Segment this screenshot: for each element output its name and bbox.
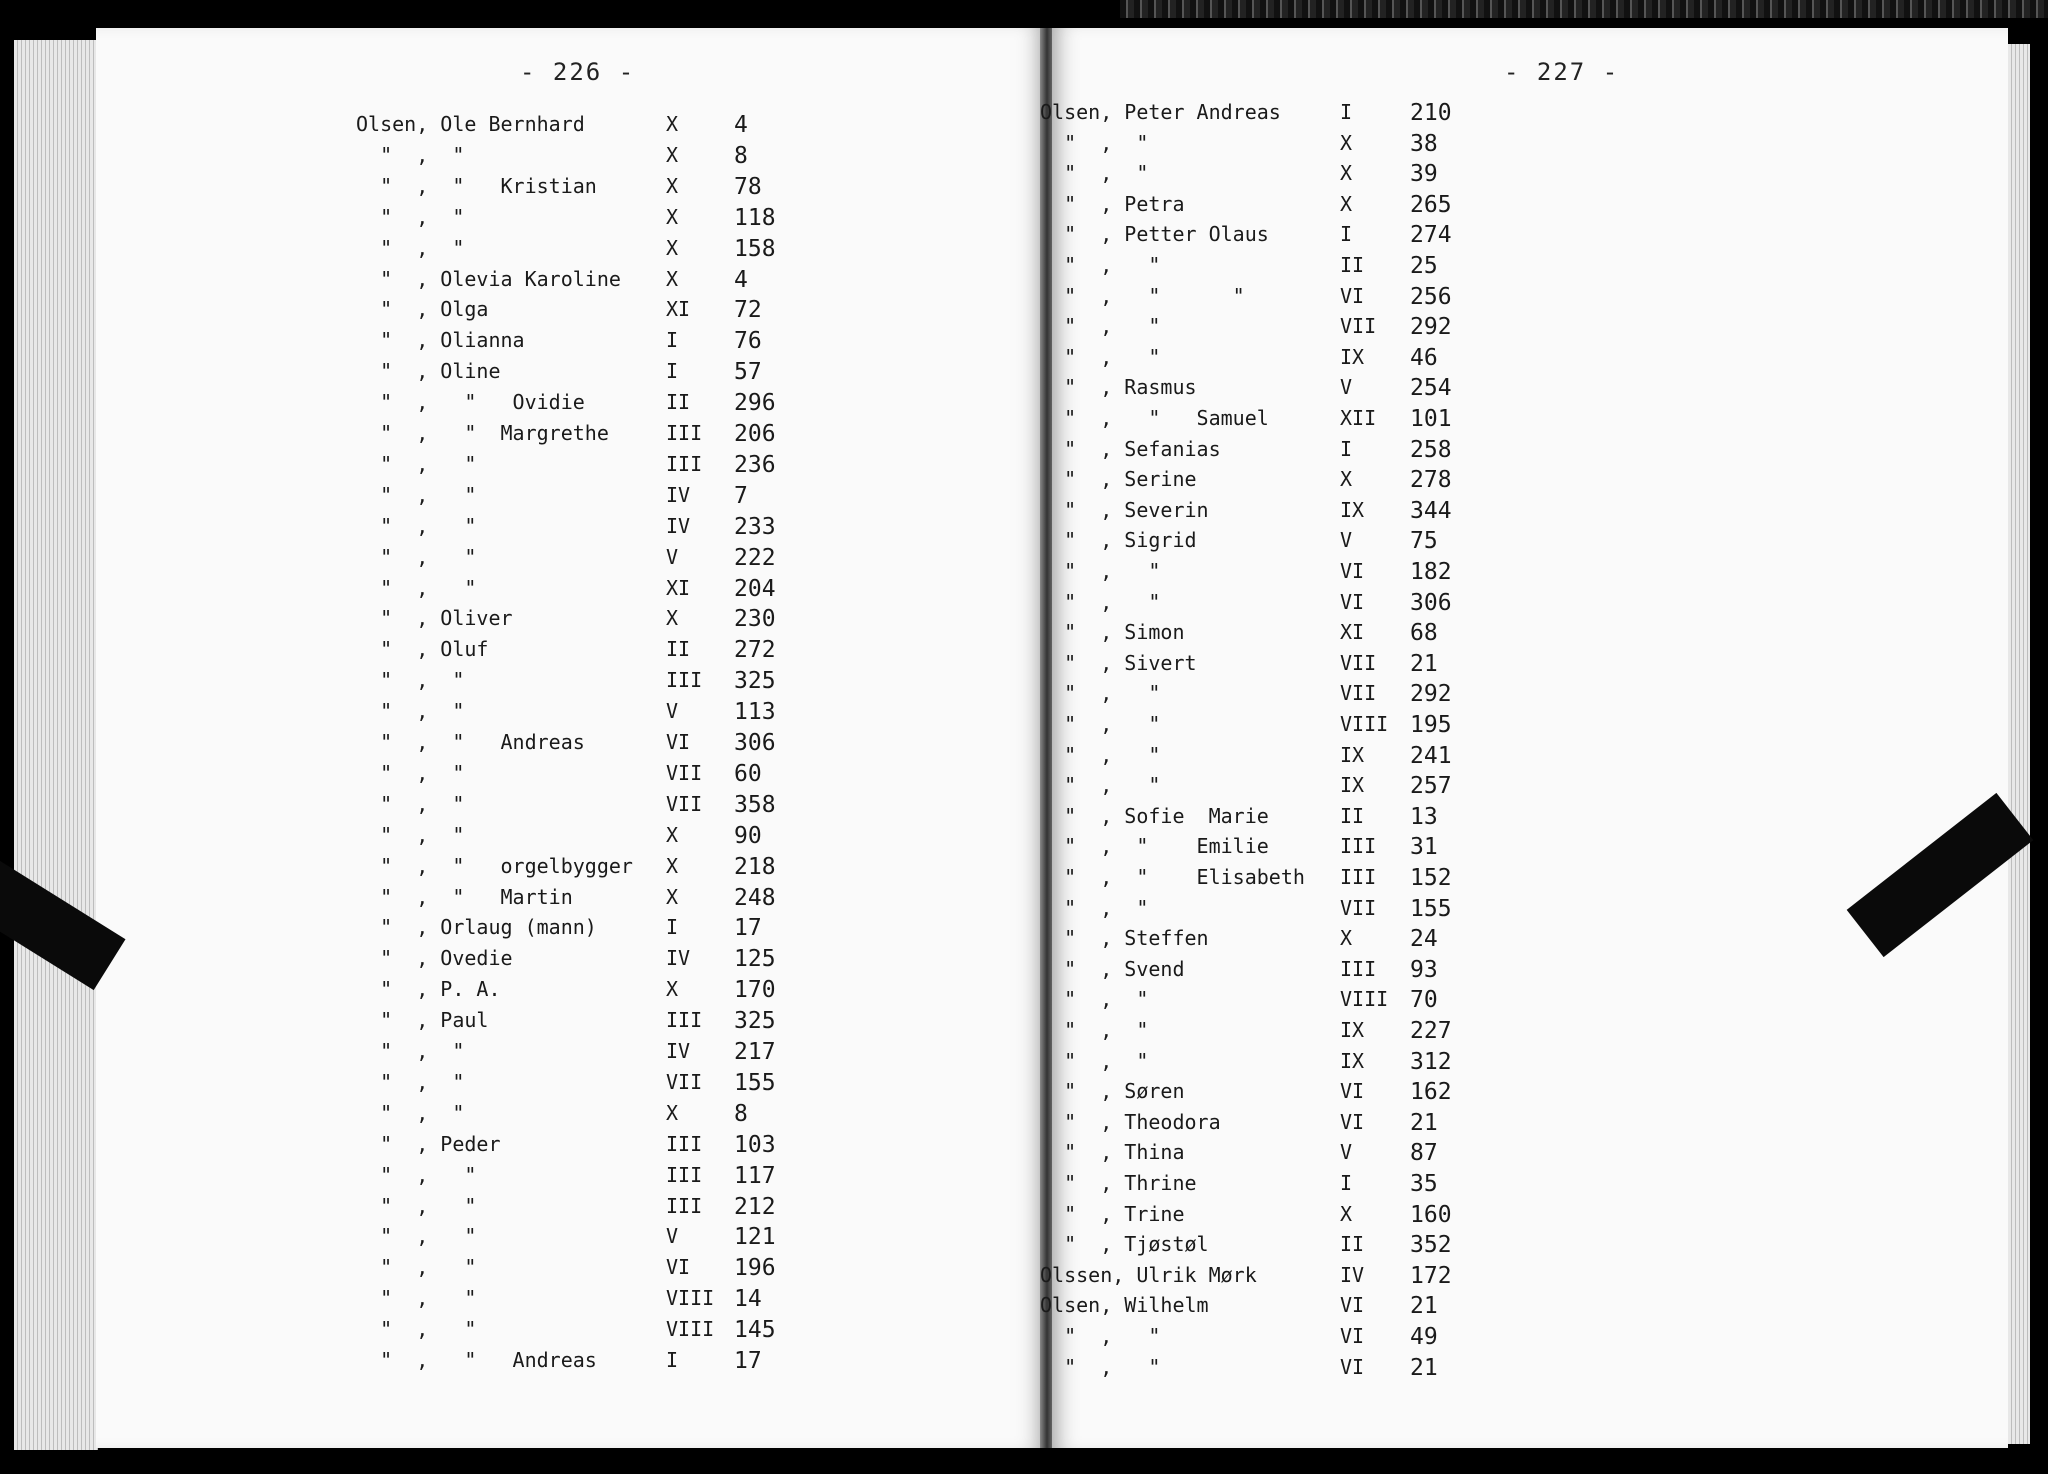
entry-vol: XI: [1340, 620, 1365, 645]
entry-page: 75: [1410, 528, 1438, 555]
entry-name: " , ": [356, 544, 477, 569]
entry-name: " , ": [356, 1162, 477, 1187]
entry-name: " , ": [1040, 1018, 1149, 1042]
entry-vol: X: [666, 142, 679, 167]
entry-name: " , ": [356, 1069, 465, 1094]
entry-page: 325: [734, 668, 776, 695]
entry-name: " , Oliver: [356, 606, 513, 631]
entry-page: 195: [1410, 712, 1452, 738]
entry-name: " , ": [1040, 1354, 1161, 1379]
entry-page: 4: [734, 112, 748, 138]
entry-name: " , " Martin: [356, 884, 573, 909]
entry-name: " , " orgelbygger: [356, 853, 633, 878]
entry-vol: III: [666, 451, 703, 476]
entry-vol: X: [1340, 191, 1353, 216]
entry-vol: I: [666, 915, 679, 940]
entry-name: " , ": [356, 822, 465, 847]
entry-name: " , ": [1040, 742, 1161, 767]
entry-page: 35: [1410, 1171, 1438, 1197]
entry-vol: XI: [666, 297, 691, 322]
entry-page: 60: [734, 760, 762, 787]
entry-vol: II: [666, 637, 691, 662]
entry-name: " , ": [356, 699, 465, 724]
entry-page: 158: [734, 235, 776, 262]
entry-vol: VII: [666, 760, 703, 785]
entry-vol: X: [666, 884, 679, 909]
entry-page: 8: [734, 142, 748, 169]
entry-vol: III: [1340, 834, 1377, 859]
entry-vol: IV: [1340, 1262, 1365, 1287]
entry-name: " , ": [1040, 344, 1161, 369]
entry-page: 256: [1410, 283, 1452, 310]
entry-vol: X: [1340, 467, 1353, 492]
entry-vol: VI: [1340, 1354, 1365, 1379]
entry-page: 306: [1410, 589, 1452, 616]
entry-name: " , ": [1040, 130, 1149, 155]
entry-page: 24: [1410, 926, 1438, 953]
entry-page: 25: [1410, 253, 1438, 279]
entry-name: " , ": [356, 513, 477, 538]
entry-page: 292: [1410, 314, 1452, 341]
entry-name: " , ": [1040, 895, 1149, 920]
entry-vol: VI: [1340, 1293, 1365, 1318]
entry-vol: II: [1340, 803, 1365, 828]
entry-vol: VII: [666, 791, 703, 816]
entry-page: 87: [1410, 1140, 1438, 1167]
entry-name: " , Oline: [356, 359, 501, 384]
entry-name: " , ": [356, 1286, 477, 1311]
entry-name: " , ": [356, 451, 477, 476]
entry-page: 125: [734, 946, 776, 973]
entry-page: 39: [1410, 161, 1438, 188]
entry-page: 90: [734, 822, 762, 849]
entry-vol: VI: [1340, 1079, 1365, 1104]
entry-name: " , Thina: [1040, 1140, 1185, 1165]
entry-vol: X: [1340, 130, 1353, 155]
entry-name: " , ": [1040, 681, 1161, 706]
entry-vol: I: [666, 328, 679, 353]
entry-vol: VI: [1340, 1324, 1365, 1348]
entry-vol: IX: [1340, 773, 1365, 798]
entry-vol: VI: [1340, 559, 1365, 583]
entry-vol: III: [666, 668, 703, 693]
entry-vol: III: [666, 1162, 703, 1187]
entry-name: " , Rasmus: [1040, 375, 1197, 400]
entry-name: " , ": [1040, 253, 1161, 277]
entry-name: " , " Ovidie: [356, 390, 585, 415]
entry-name: " , ": [1040, 987, 1149, 1012]
entry-name: " , ": [356, 1039, 465, 1063]
entry-name: " , ": [1040, 589, 1161, 614]
entry-name: " , Severin: [1040, 497, 1209, 522]
entry-name: " , ": [356, 575, 477, 600]
entry-vol: II: [1340, 253, 1365, 277]
entry-page: 212: [734, 1193, 776, 1220]
entry-name: " , ": [356, 1224, 477, 1249]
entry-page: 17: [734, 915, 762, 942]
entry-page: 155: [734, 1069, 776, 1096]
entry-vol: IX: [1340, 1048, 1365, 1073]
entry-page: 78: [734, 173, 762, 200]
entry-page: 272: [734, 637, 776, 664]
entry-name: " , Petra: [1040, 191, 1185, 216]
entry-vol: VII: [1340, 681, 1377, 706]
entry-page: 182: [1410, 559, 1452, 585]
entry-page: 265: [1410, 191, 1452, 218]
entry-name: " , ": [356, 235, 465, 260]
entry-vol: I: [1340, 1171, 1353, 1195]
entry-name: " , ": [356, 1193, 477, 1218]
entry-vol: VIII: [1340, 712, 1389, 736]
right-page-number: - 227 -: [1504, 58, 1620, 86]
entry-page: 21: [1410, 1293, 1438, 1320]
entry-name: " , Serine: [1040, 467, 1197, 492]
entry-name: " , Søren: [1040, 1079, 1185, 1104]
entry-page: 14: [734, 1286, 762, 1313]
entry-vol: XI: [666, 575, 691, 600]
entry-name: " , ": [1040, 712, 1161, 736]
entry-page: 17: [734, 1348, 762, 1374]
scanner-top-edge: [1120, 0, 2048, 18]
entry-page: 117: [734, 1162, 776, 1189]
entry-vol: X: [666, 977, 679, 1002]
entry-name: " , ": [356, 1317, 477, 1342]
entry-vol: X: [666, 1100, 679, 1125]
entry-name: " , Peder: [356, 1131, 501, 1156]
entry-page: 274: [1410, 222, 1452, 249]
entry-name: " , Tjøstøl: [1040, 1232, 1209, 1257]
entry-vol: I: [1340, 222, 1353, 247]
entry-vol: X: [666, 853, 679, 878]
entry-page: 306: [734, 730, 776, 756]
entry-vol: X: [666, 266, 679, 291]
entry-name: " , Olga: [356, 297, 489, 322]
entry-page: 155: [1410, 895, 1452, 922]
entry-name: " , Ovedie: [356, 946, 513, 971]
entry-vol: I: [1340, 436, 1353, 461]
entry-vol: VII: [1340, 895, 1377, 920]
entry-name: " , Sofie Marie: [1040, 803, 1269, 828]
entry-page: 292: [1410, 681, 1452, 708]
entry-name: " , Olianna: [356, 328, 525, 353]
entry-vol: X: [666, 112, 679, 136]
entry-page: 7: [734, 482, 748, 509]
entry-name: " , ": [356, 668, 465, 693]
entry-page: 93: [1410, 956, 1438, 983]
entry-vol: VIII: [1340, 987, 1389, 1012]
entry-name: " , " ": [1040, 283, 1245, 308]
entry-page: 227: [1410, 1018, 1452, 1044]
entry-vol: IV: [666, 946, 691, 971]
entry-vol: IV: [666, 1039, 691, 1063]
entry-page: 145: [734, 1317, 776, 1344]
entry-page: 236: [734, 451, 776, 478]
entry-name: " , " Elisabeth: [1040, 865, 1305, 889]
entry-page: 278: [1410, 467, 1452, 494]
entry-page: 196: [734, 1255, 776, 1282]
entry-page: 76: [734, 328, 762, 355]
entry-name: " , ": [356, 142, 465, 167]
entry-vol: VI: [1340, 1109, 1365, 1134]
entry-page: 217: [734, 1039, 776, 1065]
entry-name: " , ": [1040, 1048, 1149, 1073]
entry-vol: II: [1340, 1232, 1365, 1257]
entry-page: 57: [734, 359, 762, 386]
entry-page: 113: [734, 699, 776, 726]
entry-name: " , " Emilie: [1040, 834, 1269, 859]
entry-vol: IX: [1340, 497, 1365, 522]
entry-vol: VIII: [666, 1286, 715, 1311]
entry-vol: III: [1340, 956, 1377, 981]
entry-page: 344: [1410, 497, 1452, 524]
entry-name: " , ": [356, 1255, 477, 1280]
entry-page: 118: [734, 204, 776, 231]
entry-name: " , ": [1040, 1324, 1161, 1348]
entry-page: 312: [1410, 1048, 1452, 1075]
entry-page: 296: [734, 390, 776, 417]
entry-vol: X: [1340, 1201, 1353, 1226]
entry-name: " , Oluf: [356, 637, 489, 662]
entry-page: 72: [734, 297, 762, 324]
entry-page: 13: [1410, 803, 1438, 830]
entry-page: 68: [1410, 620, 1438, 647]
entry-name: Olssen, Ulrik Mørk: [1040, 1262, 1257, 1287]
entry-name: Olsen, Peter Andreas: [1040, 100, 1281, 124]
entry-name: " , ": [356, 760, 465, 785]
entry-vol: I: [1340, 100, 1353, 124]
entry-name: " , Sivert: [1040, 650, 1197, 675]
entry-page: 258: [1410, 436, 1452, 463]
entry-vol: V: [1340, 528, 1353, 553]
entry-name: " , ": [1040, 773, 1161, 798]
entry-name: " , Petter Olaus: [1040, 222, 1269, 247]
entry-name: " , Thrine: [1040, 1171, 1197, 1195]
entry-name: " , P. A.: [356, 977, 501, 1002]
entry-page: 46: [1410, 344, 1438, 371]
entry-vol: VII: [1340, 314, 1377, 339]
entry-name: " , Sefanias: [1040, 436, 1221, 461]
entry-vol: X: [666, 822, 679, 847]
entry-name: " , ": [356, 1100, 465, 1125]
entry-name: " , ": [356, 482, 477, 507]
entry-page: 352: [1410, 1232, 1452, 1259]
entry-name: " , " Margrethe: [356, 421, 609, 445]
entry-vol: III: [666, 1193, 703, 1218]
entry-vol: X: [666, 173, 679, 198]
entry-vol: IX: [1340, 742, 1365, 767]
entry-vol: VIII: [666, 1317, 715, 1342]
entry-name: " , ": [356, 791, 465, 816]
entry-vol: I: [666, 359, 679, 384]
entry-vol: X: [666, 204, 679, 229]
entry-name: " , " Andreas: [356, 730, 585, 754]
entry-page: 31: [1410, 834, 1438, 861]
entry-vol: VI: [666, 730, 691, 754]
entry-vol: XII: [1340, 406, 1377, 430]
entry-name: " , Paul: [356, 1008, 489, 1033]
entry-vol: II: [666, 390, 691, 415]
entry-name: " , Orlaug (mann): [356, 915, 597, 940]
entry-page: 241: [1410, 742, 1452, 769]
entry-vol: VII: [1340, 650, 1377, 675]
entry-page: 4: [734, 266, 748, 293]
entry-page: 21: [1410, 650, 1438, 677]
entry-page: 121: [734, 1224, 776, 1251]
entry-page: 160: [1410, 1201, 1452, 1228]
entry-vol: V: [1340, 1140, 1353, 1165]
entry-vol: VI: [1340, 283, 1365, 308]
entry-name: " , Simon: [1040, 620, 1185, 645]
entry-page: 8: [734, 1100, 748, 1127]
entry-vol: V: [666, 699, 679, 724]
entry-name: " , Sigrid: [1040, 528, 1197, 553]
entry-vol: III: [666, 421, 703, 445]
entry-page: 38: [1410, 130, 1438, 157]
entry-page: 204: [734, 575, 776, 602]
entry-name: " , " Kristian: [356, 173, 597, 198]
entry-name: " , Theodora: [1040, 1109, 1221, 1134]
entry-page: 206: [734, 421, 776, 447]
entry-page: 49: [1410, 1324, 1438, 1350]
left-page-number: - 226 -: [520, 58, 636, 86]
entry-name: Olsen, Wilhelm: [1040, 1293, 1209, 1318]
entry-page: 172: [1410, 1262, 1452, 1289]
entry-page: 170: [734, 977, 776, 1004]
entry-vol: III: [666, 1131, 703, 1156]
entry-name: " , Steffen: [1040, 926, 1209, 951]
right-page: [1040, 28, 2008, 1448]
entry-name: " , ": [1040, 314, 1161, 339]
entry-name: " , ": [1040, 161, 1149, 186]
entry-name: " , Olevia Karoline: [356, 266, 621, 291]
entry-vol: X: [1340, 161, 1353, 186]
entry-vol: X: [666, 235, 679, 260]
entry-vol: VI: [1340, 589, 1365, 614]
entry-name: " , ": [1040, 559, 1161, 583]
entry-vol: IX: [1340, 1018, 1365, 1042]
entry-page: 162: [1410, 1079, 1452, 1106]
entry-page: 70: [1410, 987, 1438, 1014]
entry-page: 233: [734, 513, 776, 540]
entry-page: 210: [1410, 100, 1452, 126]
entry-page: 218: [734, 853, 776, 880]
entry-page: 325: [734, 1008, 776, 1035]
entry-name: " , Svend: [1040, 956, 1185, 981]
entry-vol: V: [666, 544, 679, 569]
entry-vol: V: [666, 1224, 679, 1249]
entry-page: 230: [734, 606, 776, 633]
entry-name: " , Trine: [1040, 1201, 1185, 1226]
entry-vol: III: [1340, 865, 1377, 889]
entry-vol: I: [666, 1348, 679, 1372]
entry-page: 254: [1410, 375, 1452, 402]
entry-name: Olsen, Ole Bernhard: [356, 112, 585, 136]
entry-page: 152: [1410, 865, 1452, 891]
entry-page: 358: [734, 791, 776, 818]
entry-page: 101: [1410, 406, 1452, 432]
entry-vol: IV: [666, 513, 691, 538]
entry-page: 21: [1410, 1109, 1438, 1136]
entry-name: " , " Andreas: [356, 1348, 597, 1372]
entry-vol: VI: [666, 1255, 691, 1280]
entry-page: 21: [1410, 1354, 1438, 1381]
entry-vol: VII: [666, 1069, 703, 1094]
entry-vol: X: [666, 606, 679, 631]
left-page: [96, 28, 1044, 1448]
entry-name: " , " Samuel: [1040, 406, 1269, 430]
left-page-stack-edge: [14, 40, 98, 1450]
entry-vol: III: [666, 1008, 703, 1033]
entry-vol: V: [1340, 375, 1353, 400]
entry-page: 103: [734, 1131, 776, 1158]
entry-vol: IX: [1340, 344, 1365, 369]
entry-page: 248: [734, 884, 776, 911]
entry-vol: IV: [666, 482, 691, 507]
entry-name: " , ": [356, 204, 465, 229]
entry-page: 222: [734, 544, 776, 571]
entry-vol: X: [1340, 926, 1353, 951]
entry-page: 257: [1410, 773, 1452, 800]
